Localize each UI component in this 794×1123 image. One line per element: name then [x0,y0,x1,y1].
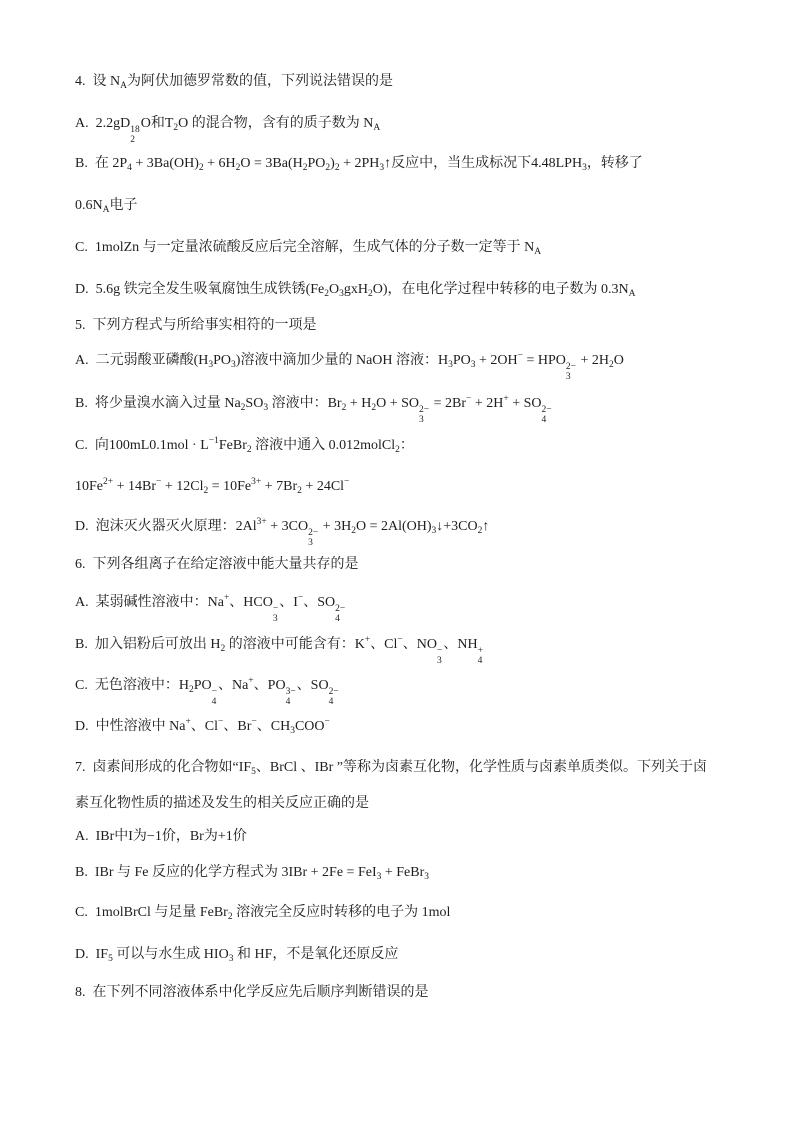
charge-index-stack [419,405,429,425]
text-run: O)，在电化学过程中转移的电子数为 0.3N [372,282,629,297]
text-run: 、NO [402,637,438,652]
subscript: 3 [308,538,313,548]
subscript: 3 [208,360,214,370]
superscript: 2− [328,687,339,697]
subscript: 2 [351,526,356,536]
superscript: − [272,604,279,614]
superscript: − [437,646,443,656]
text-run: + 14Br [113,479,157,494]
text-run: B. IBr 与 Fe 反应的化学方程式为 3IBr + 2Fe = FeI [75,865,377,880]
superscript: 2− [565,362,577,372]
text-run: 和 HF，不是氧化还原反应 [233,947,399,962]
charge-index-stack [329,687,339,707]
text-run: 5. 下列方程式与所给事实相符的一项是 [75,318,317,333]
text-run: O和T [140,116,174,131]
superscript: − [324,717,330,727]
text-run: 素互化物性质的描述及发生的相关反应正确的是 [75,796,369,811]
text-run: 、PO [253,678,286,693]
question-7-option-b [75,862,429,884]
text-run: 0.6N [75,198,103,213]
text-run: = 10Fe [208,479,252,494]
text-run: ↑ [482,519,490,534]
subscript: 2 [227,912,233,922]
subscript: 3 [231,360,236,370]
text-run: C. 1molBrCl 与足量 FeBr [75,905,228,920]
subscript: 2 [302,163,308,173]
superscript: − [251,717,257,727]
charge-index-stack [437,646,442,666]
text-run: 、NH [443,637,478,652]
subscript: 3 [263,403,269,413]
text-run: D. 5.6g 铁完全发生吸氧腐蚀生成铁锈(Fe [75,282,325,297]
question-7-option-d [75,944,398,966]
text-run: + H [346,396,372,411]
subscript: A [373,123,381,133]
subscript: 2 [220,644,226,654]
text-run: B. 在 2P [75,156,128,171]
subscript: 3 [437,656,442,666]
superscript: − [218,717,224,727]
text-run: + 2H [577,353,610,368]
text-run: C. 向100mL0.1mol · L [75,438,209,453]
text-run: 的溶液中可能含有：K [225,637,365,652]
superscript: + [503,394,509,404]
question-4-stem [75,71,393,93]
question-5-option-c-equation [75,476,349,498]
subscript: 2 [325,163,331,173]
text-run: D. 中性溶液中 Na [75,719,186,734]
subscript: 2 [246,445,252,455]
text-run: B. 加入铝粉后可放出 H [75,637,221,652]
question-8-stem [75,982,429,1004]
text-run: 7. 卤素间形成的化合物如“IF [75,760,252,775]
text-run: + 6H [203,156,236,171]
question-7-stem-continued [75,793,369,815]
superscript: 2− [541,405,552,415]
text-run: ↓+3CO [436,519,478,534]
subscript: A [534,247,542,257]
text-run: A. 某弱碱性溶液中：Na [75,595,224,610]
question-6-stem [75,554,359,576]
superscript: − [297,593,304,603]
subscript: 3 [272,614,278,624]
text-run: PO [452,353,471,368]
text-run: 、SO [296,678,329,693]
subscript: 2 [341,403,347,413]
subscript: 4 [335,614,340,624]
text-run: + 3Ba(OH) [131,156,199,171]
subscript: 2 [130,135,135,145]
text-run: A. 2.2gD [75,116,131,131]
charge-index-stack [566,362,576,382]
text-run: + 3CO [266,519,309,534]
question-6-option-c [75,675,340,707]
text-run: SO [245,396,264,411]
text-run: O = 3Ba(H [240,156,303,171]
subscript: 2 [395,445,400,455]
text-run: O [329,282,340,297]
question-4-option-a [75,113,381,145]
superscript: 3+ [256,517,267,527]
charge-index-stack [212,687,217,707]
subscript: 2 [477,526,483,536]
text-run: 电子 [109,198,138,213]
subscript: 5 [108,954,113,964]
charge-index-stack [130,125,140,145]
question-5-option-d [75,516,490,548]
text-run: + 2OH [475,353,518,368]
text-run: + 3H [319,519,352,534]
text-run: C. 1molZn 与一定量浓硫酸反应后完全溶解，生成气体的分子数一定等于 N [75,240,535,255]
text-run: PO [193,678,212,693]
subscript: 3 [470,360,476,370]
question-5-stem [75,315,317,337]
text-run: + 7Br [261,479,298,494]
subscript: 3 [448,360,453,370]
subscript: 3 [419,415,424,425]
charge-index-stack [273,604,278,624]
text-run: + FeBr [381,865,425,880]
superscript: 2− [308,528,319,538]
superscript: 3− [285,687,296,697]
text-run: + SO [508,396,542,411]
superscript: − [397,635,403,645]
text-run: 、Na [217,678,249,693]
text-run: 4. 设 N [75,74,121,89]
superscript: + [223,593,230,603]
text-run: 、HCO [229,595,273,610]
subscript: 3 [431,526,437,536]
question-6-option-d [75,716,330,738]
text-run: PO [213,353,232,368]
charge-index-stack [335,604,345,624]
superscript: 2− [419,405,430,415]
subscript: 4 [285,697,291,707]
subscript: 3 [290,726,295,736]
subscript: 4 [328,697,334,707]
text-run: 、Cl [370,637,398,652]
text-run: O [613,353,624,368]
question-7-option-c [75,902,450,924]
text-run: 溶液中通入 0.012molCl [251,438,396,453]
text-run: D. 泡沫灭火器灭火原理：2Al [75,519,257,534]
superscript: − [211,687,217,697]
charge-index-stack [478,646,483,666]
subscript: A [102,205,110,215]
subscript: 4 [127,163,132,173]
text-run: 10Fe [75,479,103,494]
subscript: 2 [173,123,179,133]
text-run: 溶液完全反应时转移的电子为 1mol [232,905,451,920]
superscript: − [517,351,524,361]
subscript: 2 [324,289,330,299]
text-run: 、I [279,595,298,610]
question-5-option-c [75,435,414,457]
text-run: 可以与水生成 HIO [112,947,229,962]
text-run: O + SO [376,396,419,411]
subscript: 4 [211,697,217,707]
text-run: = 2Br [430,396,467,411]
subscript: 2 [368,289,373,299]
subscript: 3 [379,163,385,173]
question-4-option-c [75,237,541,259]
subscript: 2 [240,403,246,413]
text-run: ，转移了 [586,156,643,171]
subscript: 2 [188,685,194,695]
subscript: 4 [477,656,483,666]
subscript: 2 [198,163,204,173]
subscript: 2 [609,360,614,370]
charge-index-stack [308,528,318,548]
text-run: 、SO [303,595,336,610]
charge-index-stack [542,405,552,425]
text-run: = HPO [523,353,566,368]
superscript: 18 [130,125,140,135]
text-run: O = 2Al(OH) [355,519,432,534]
text-run: 8. 在下列不同溶液体系中化学反应先后顺序判断错误的是 [75,985,429,1000]
question-5-option-b [75,393,553,425]
subscript: A [628,289,636,299]
subscript: 2 [297,486,302,496]
subscript: A [120,81,127,91]
superscript: 2− [335,604,346,614]
text-run: O 的混合物，含有的质子数为 N [178,116,374,131]
subscript: 2 [235,163,241,173]
subscript: 3 [339,289,344,299]
superscript: + [248,676,254,686]
text-run: 、Br [223,719,252,734]
superscript: + [477,646,483,656]
superscript: 2+ [103,477,114,487]
subscript: 3 [565,372,571,382]
text-run: C. 无色溶液中：H [75,678,189,693]
text-run: ↑反应中，当生成标况下4.48LPH [384,156,583,171]
subscript: 2 [203,486,209,496]
text-run: PO [307,156,326,171]
text-run: ) [330,156,335,171]
question-4-option-b [75,153,643,175]
text-run: 、Cl [190,719,219,734]
text-run: B. 将少量溴水滴入过量 Na [75,396,241,411]
text-run: + 24Cl [301,479,345,494]
charge-index-stack [286,687,296,707]
subscript: 4 [541,415,547,425]
superscript: + [364,635,371,645]
superscript: + [185,717,191,727]
subscript: 3 [228,954,234,964]
superscript: − [156,477,162,487]
superscript: 3+ [251,477,262,487]
text-run: A. IBr中I为−1价，Br为+1价 [75,829,247,844]
subscript: 3 [424,872,430,882]
text-run: + 2H [471,396,504,411]
text-run: 为阿伏加德罗常数的值，下列说法错误的是 [127,74,393,89]
text-run: + 12Cl [161,479,204,494]
question-4-option-b-continued [75,195,138,217]
superscript: − [344,477,350,487]
text-run: 溶液中：Br [268,396,342,411]
subscript: 2 [371,403,377,413]
text-run: ： [399,438,414,453]
text-run: 、CH [256,719,291,734]
text-run: FeBr [218,438,247,453]
text-run: A. 二元弱酸亚磷酸(H [75,353,209,368]
text-run: )溶液中滴加少量的 NaOH 溶液：H [235,353,449,368]
question-7-option-a [75,826,247,848]
question-6-option-a [75,592,346,624]
text-run: + 2PH [339,156,380,171]
question-6-option-b [75,634,484,666]
question-4-option-d [75,279,636,301]
subscript: 5 [251,767,256,777]
text-run: COO [294,719,325,734]
text-run: D. IF [75,947,109,962]
subscript: 3 [376,872,382,882]
subscript: 3 [582,163,587,173]
text-run: 、BrCl 、IBr ”等称为卤素互化物，化学性质与卤素单质类似。下列关于卤 [255,760,708,775]
superscript: − [466,394,472,404]
text-run: gxH [343,282,369,297]
text-run: 6. 下列各组离子在给定溶液中能大量共存的是 [75,557,359,572]
superscript: −1 [208,436,219,446]
question-7-stem [75,757,707,779]
question-5-option-a [75,350,624,382]
subscript: 2 [334,163,340,173]
